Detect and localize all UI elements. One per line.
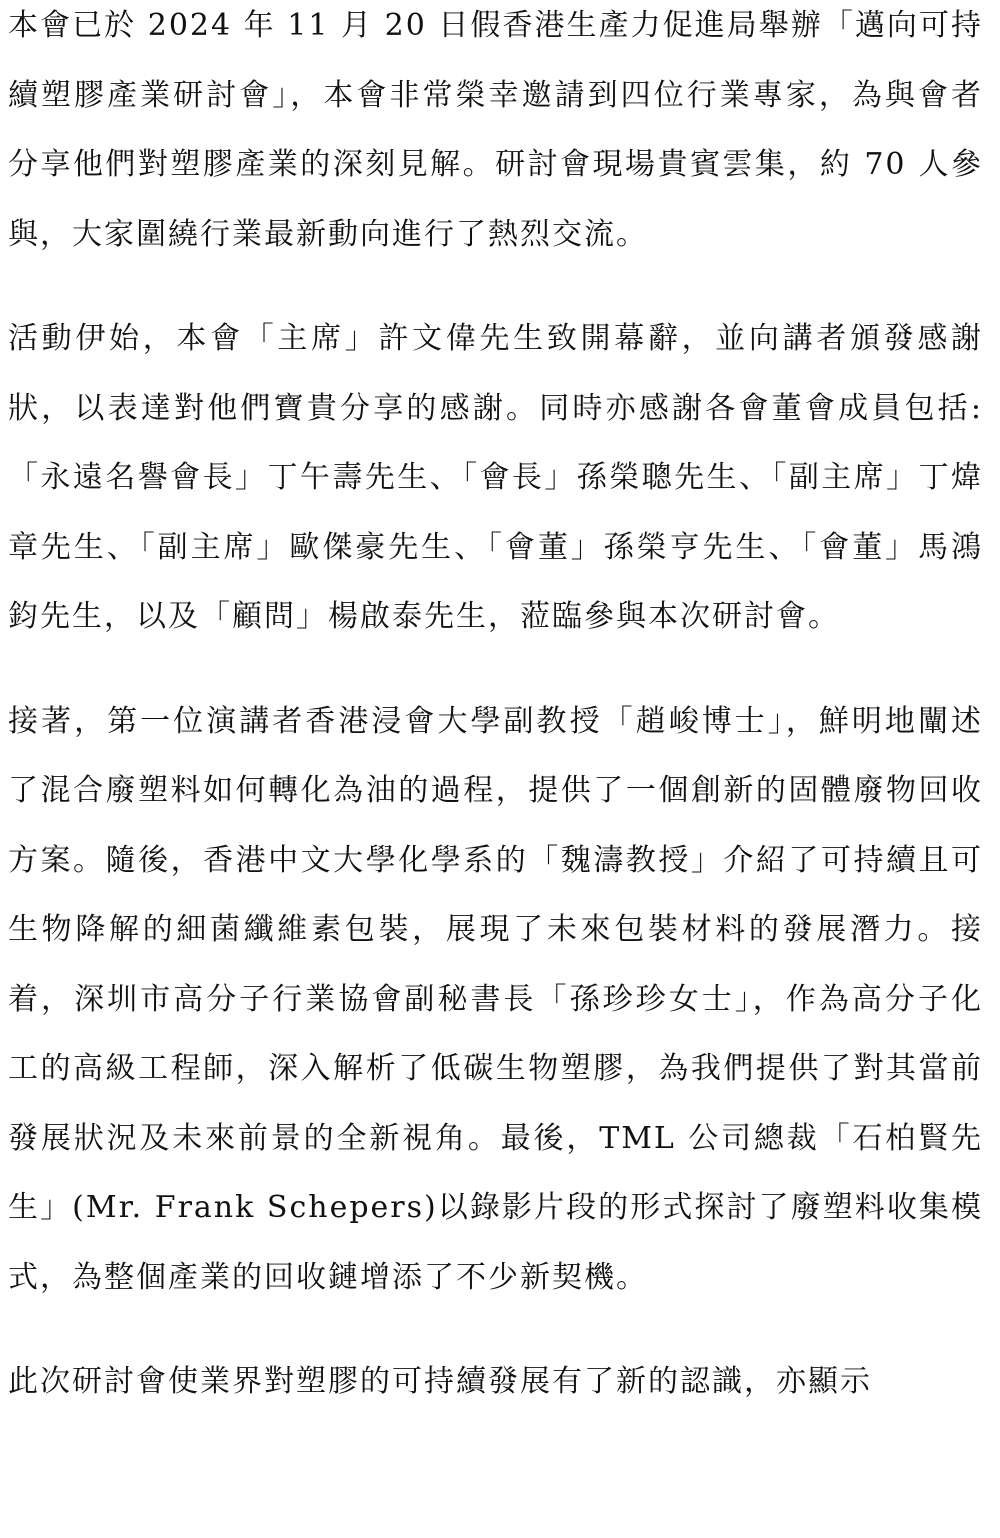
paragraph-speakers: 接著，第一位演講者香港浸會大學副教授「趙峻博士」，鮮明地闡述了混合廢塑料如何轉化為油的過程，提供了一個創新的固體廢物回收方案。隨後，香港中文大學化學系的「魏濤教授」介紹了可持續且可生物降解的細菌纖維素包裝，展現了未來包裝材料的發展潛力。接着，深圳市高分子行業協會副秘書長「孫珍珍女士」，作為高分子化工的高級工程師，深入解析了低碳生物塑膠，為我們提供了對其當前發展狀況及未來前景的全新視角。最後，TML 公司總裁「石柏賢先生」(Mr. Frank Schepers)以錄影片段的形式探討了廢塑料收集模式，為整個產業的回收鏈增添了不少新契機。 <box>8 703 983 1295</box>
paragraph-conclusion: 此次研討會使業界對塑膠的可持續發展有了新的認識，亦顯示 <box>8 1364 872 1399</box>
paragraph-event-intro: 本會已於 2024 年 11 月 20 日假香港生產力促進局舉辦「邁向可持續塑膠產業研討會」，本會非常榮幸邀請到四位行業專家，為與會者分享他們對塑膠產業的深刻見解。研討會現場貴賓雲集，約 70 人參與，大家圍繞行業最新動向進行了熱烈交流。 <box>8 8 983 252</box>
paragraph-opening-remarks: 活動伊始，本會「主席」許文偉先生致開幕辭，並向講者頒發感謝狀，以表達對他們寶貴分享的感謝。同時亦感謝各會董會成員包括:「永遠名譽會長」丁午壽先生、「會長」孫榮聰先生、「副主席」丁煒章先生、「副主席」歐傑豪先生、「會董」孫榮亨先生、「會董」馬鴻鈞先生，以及「顧問」楊啟泰先生，蒞臨參與本次研討會。 <box>8 321 983 634</box>
article-body <box>8 0 983 1417</box>
